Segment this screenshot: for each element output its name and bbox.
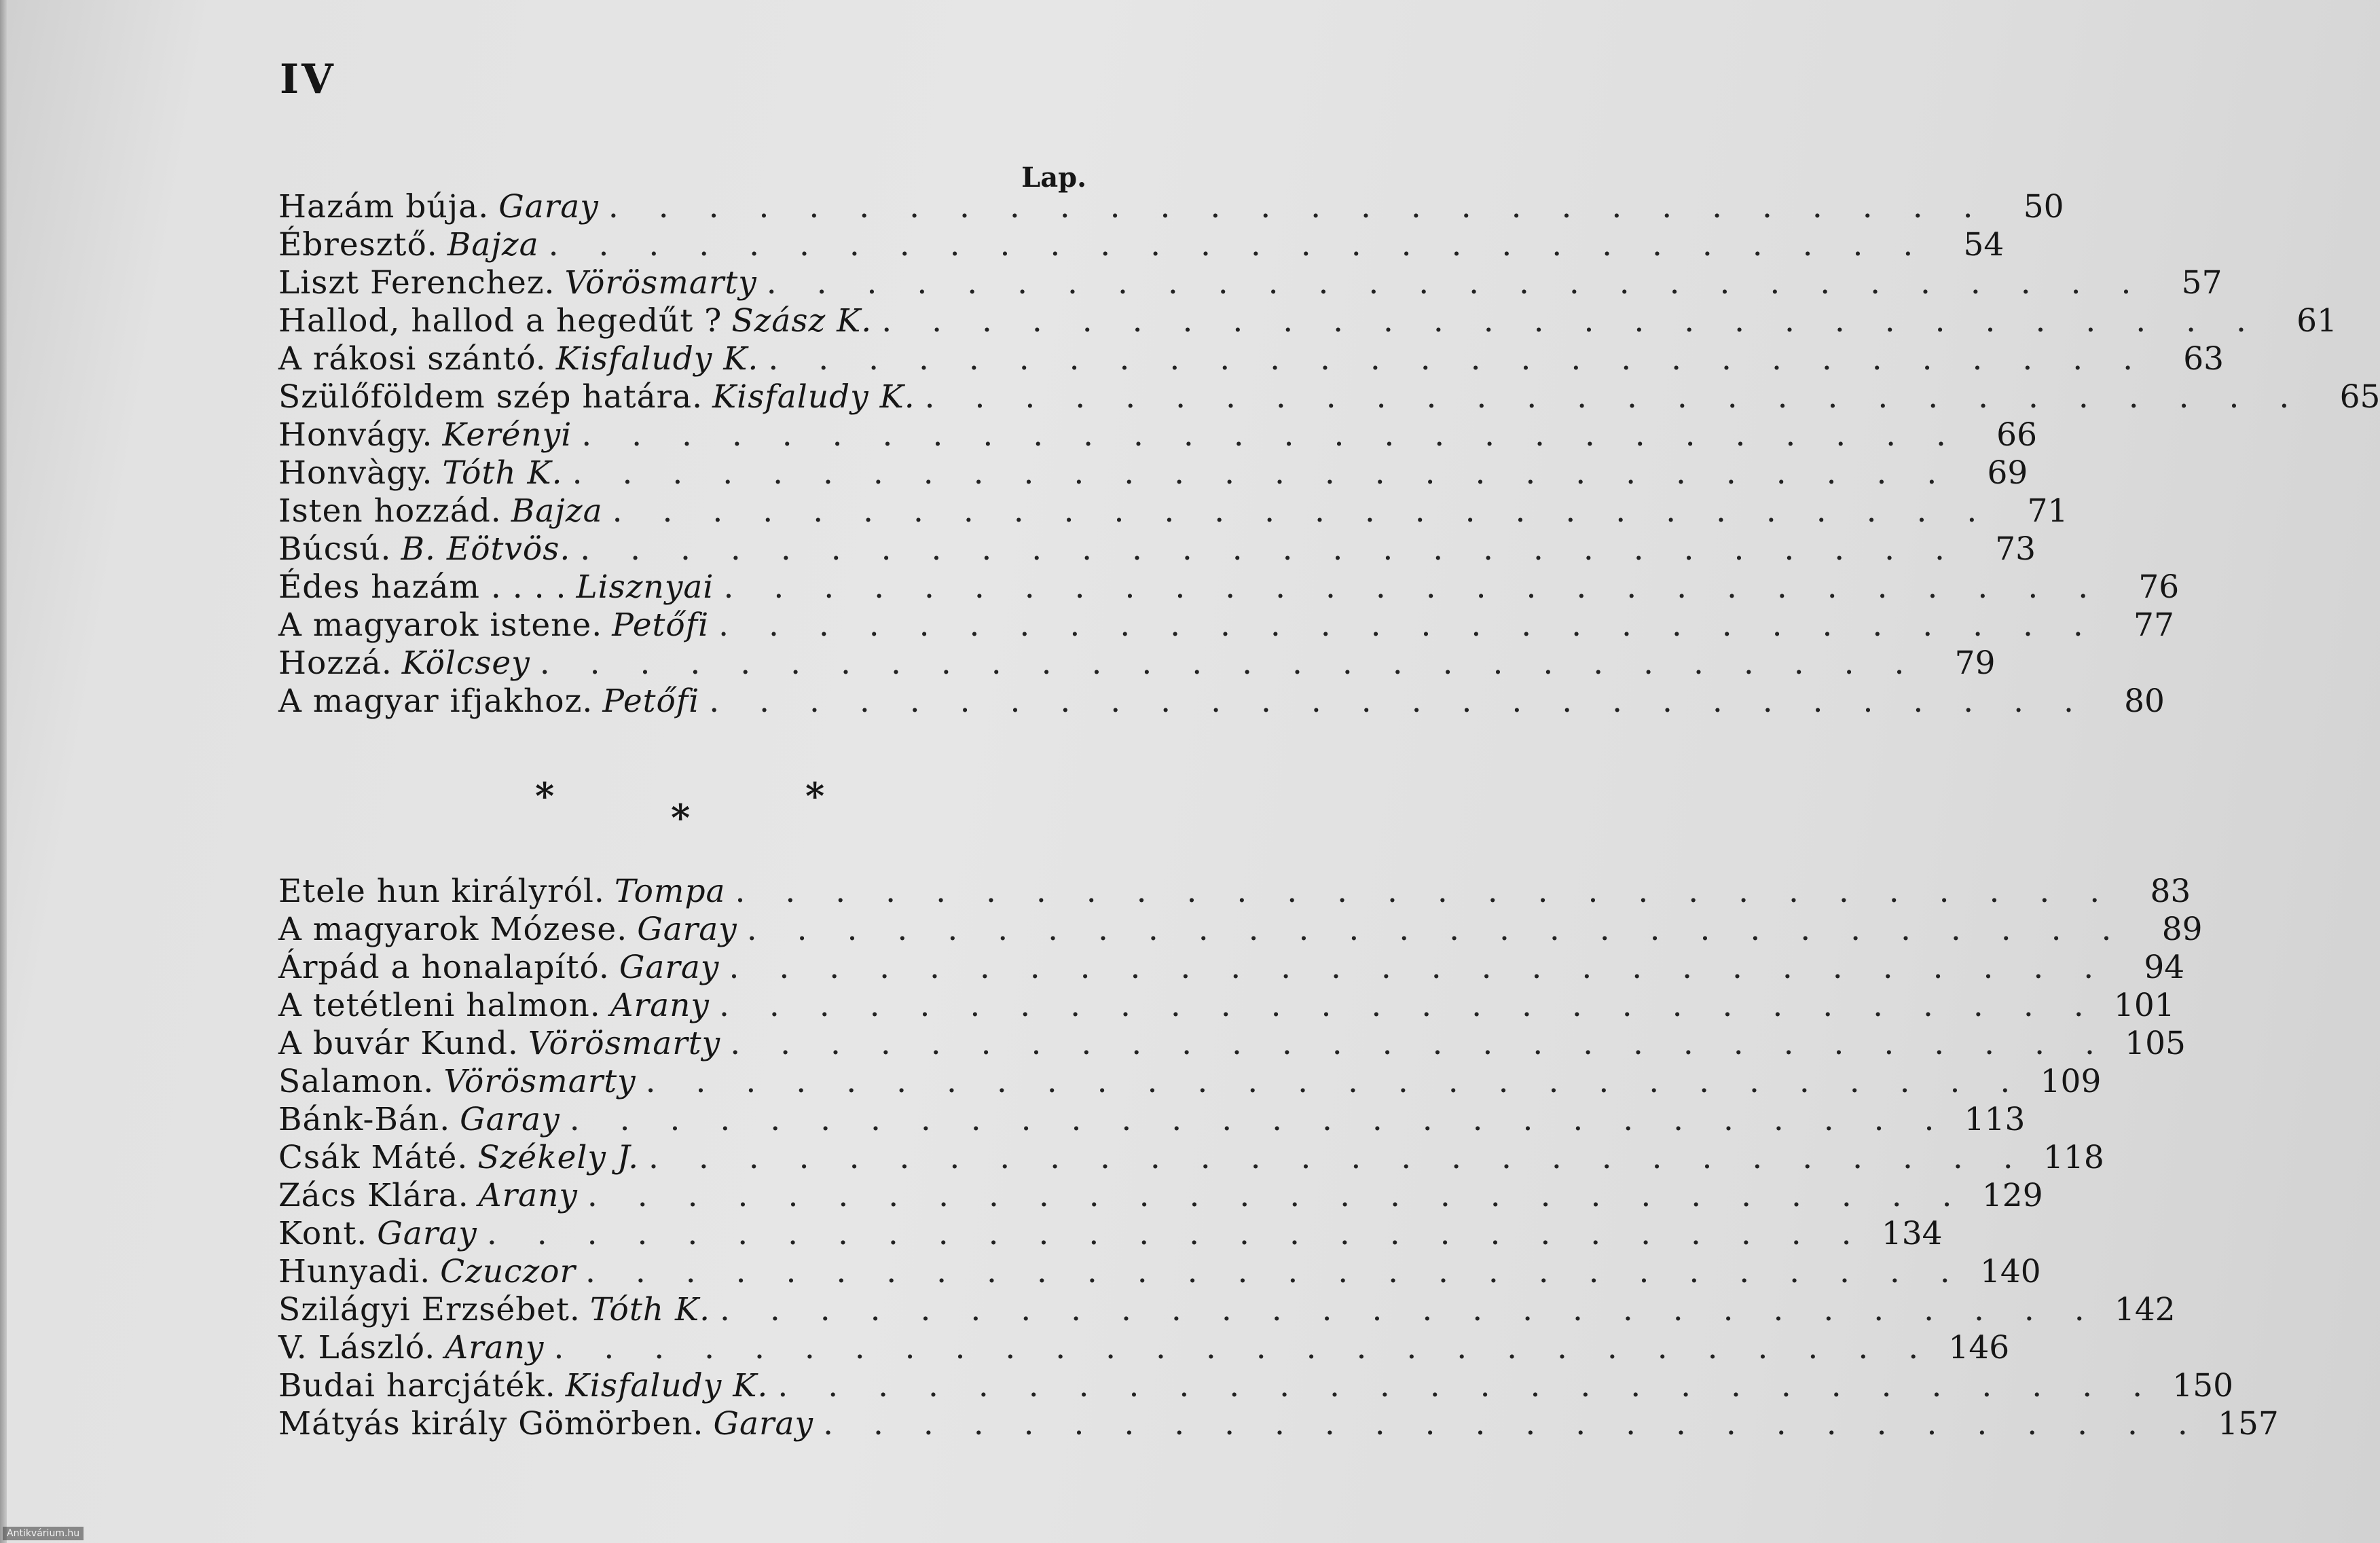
entry-page-number: 83	[2150, 873, 2191, 910]
entry-title: Szülőföldem szép határa.	[278, 378, 703, 416]
entry-title: A rákosi szántó.	[278, 340, 547, 378]
dot-leader: . . . . . . . . . . . . . . . . . . . . . . . . . . . .	[608, 188, 1988, 225]
entry-title: Hozzá.	[278, 645, 392, 682]
entry-title: A magyarok istene.	[278, 606, 603, 644]
dot-leader: . . . . . . . . . . . . . . . . . . . . . . . . . . . .	[548, 226, 1928, 264]
page-binding-shadow	[0, 0, 7, 1543]
entry-page-number: 150	[2172, 1367, 2234, 1404]
entry-author: Arany	[610, 987, 710, 1024]
entry-title: V. László.	[278, 1329, 436, 1366]
dot-leader: . . . . . . . . . . . . . . . . . . . . . . . . . . . .	[581, 416, 1961, 454]
entry-title: Búcsú.	[278, 530, 392, 568]
entry-author: Kerényi	[442, 416, 572, 454]
entry-author: Vörösmarty	[443, 1063, 636, 1100]
toc-entry	[278, 1329, 2010, 1367]
entry-author: Szász K.	[731, 302, 873, 340]
entry-title: Salamon.	[278, 1063, 435, 1100]
entry-page-number: 79	[1954, 645, 1996, 682]
entry-author: Garay	[460, 1101, 560, 1138]
entry-page-number: 63	[2183, 340, 2225, 378]
entry-page-number: 61	[2296, 302, 2337, 340]
entry-title: Mátyás király Gömörben.	[278, 1405, 704, 1442]
toc-entry	[278, 264, 2222, 302]
entry-author: Garay	[637, 911, 737, 948]
toc-entry	[278, 1063, 2102, 1101]
entry-page-number: 69	[1987, 454, 2028, 492]
entry-author: Petőfi	[602, 683, 700, 720]
dot-leader: . . . . . . . . . . . . . . . . . . . . . . . . . . . .	[881, 302, 2261, 340]
toc-entry	[278, 987, 2175, 1025]
entry-author: Kisfaludy K.	[712, 378, 915, 416]
entry-page-number: 129	[1981, 1177, 2043, 1214]
dot-leader: . . . . . . . . . . . . . . . . . . . . . . . . . . . .	[718, 606, 2098, 644]
entry-author: Garay	[377, 1215, 477, 1252]
dot-leader: . . . . . . . . . . . . . . . . . . . . . . . . . . . .	[823, 1405, 2203, 1442]
dot-leader: . . . . . . . . . . . . . . . . . . . . . . . . . . . .	[720, 1291, 2100, 1328]
toc-entry	[278, 302, 2337, 340]
dot-leader: . . . . . . . . . . . . . . . . . . . . . . . . . . . .	[648, 1139, 2028, 1176]
entry-title: Liszt Ferenchez.	[278, 264, 555, 302]
dot-leader: . . . . . . . . . . . . . . . . . . . . . . . . . . . .	[553, 1329, 1934, 1366]
dot-leader: . . . . . . . . . . . . . . . . . . . . . . . . . . . .	[730, 1025, 2110, 1062]
entry-author: Kölcsey	[401, 645, 530, 682]
entry-title: Hazám búja.	[278, 188, 490, 225]
entry-page-number: 140	[1980, 1253, 2041, 1290]
entry-title: A magyarok Mózese.	[278, 911, 628, 948]
entry-author: Bajza	[511, 492, 603, 530]
dot-leader: . . . . . . . . . . . . . . . . . . . . . . . . . . . .	[580, 530, 1960, 568]
entry-author: Tóth K.	[442, 454, 563, 492]
entry-author: Petőfi	[612, 606, 710, 644]
entry-title: Hallod, hallod a hegedűt ?	[278, 302, 722, 340]
dot-leader: . . . . . . . . . . . . . . . . . . . . . . . . . . . .	[746, 911, 2127, 948]
entry-title: Honvágy.	[278, 416, 433, 454]
dot-leader: . . . . . . . . . . . . . . . . . . . . . . . . . . . .	[718, 987, 2099, 1024]
entry-page-number: 57	[2181, 264, 2222, 302]
entry-page-number: 134	[1881, 1215, 1943, 1252]
dot-leader: . . . . . . . . . . . . . . . . . . . . . . . . . . . .	[486, 1215, 1867, 1252]
entry-page-number: 71	[2027, 492, 2068, 530]
page-number: IV	[280, 56, 336, 103]
toc-entry	[278, 1291, 2176, 1329]
entry-title: Bánk-Bán.	[278, 1101, 451, 1138]
toc-entry	[278, 949, 2185, 987]
dot-leader: . . . . . . . . . . . . . . . . . . . . . . . . . . . .	[585, 1253, 1965, 1290]
toc-entry	[278, 1139, 2104, 1177]
entry-title: Szilágyi Erzsébet.	[278, 1291, 581, 1328]
toc-entry	[278, 492, 2068, 530]
dot-leader: . . . . . . . . . . . . . . . . . . . . . . . . . . . .	[924, 378, 2305, 416]
entry-author: Székely J.	[477, 1139, 640, 1176]
dot-leader: . . . . . . . . . . . . . . . . . . . . . . . . . . . .	[569, 1101, 1949, 1138]
entry-title: Hunyadi.	[278, 1253, 431, 1290]
toc-section-historical	[278, 873, 2279, 1443]
separator-star: *	[671, 796, 691, 839]
entry-title: A buvár Kund.	[278, 1025, 519, 1062]
dot-leader: . . . . . . . . . . . . . . . . . . . . . . . . . . . .	[729, 949, 2109, 986]
entry-page-number: 105	[2125, 1025, 2186, 1062]
entry-author: Garay	[713, 1405, 814, 1442]
toc-entry	[278, 1215, 1943, 1253]
entry-author: Lisznyai	[576, 568, 714, 606]
dot-leader: . . . . . . . . . . . . . . . . . . . . . . . . . . . .	[723, 568, 2104, 606]
entry-title: Etele hun királyról.	[278, 873, 605, 910]
entry-author: Tompa	[614, 873, 726, 910]
entry-title: Budai harcjáték.	[278, 1367, 556, 1404]
entry-author: Vörösmarty	[564, 264, 757, 302]
toc-entry	[278, 454, 2028, 492]
entry-author: Kisfaludy K.	[555, 340, 759, 378]
entry-author: Arany	[478, 1177, 578, 1214]
entry-author: Vörösmarty	[528, 1025, 721, 1062]
dot-leader: . . . . . . . . . . . . . . . . . . . . . . . . . . . .	[539, 645, 1920, 682]
toc-entry	[278, 1177, 2043, 1215]
entry-page-number: 77	[2134, 606, 2174, 644]
dot-leader: . . . . . . . . . . . . . . . . . . . . . . . . . . . .	[735, 873, 2115, 910]
toc-entry	[278, 1405, 2279, 1443]
toc-entry	[278, 1025, 2186, 1063]
dot-leader: . . . . . . . . . . . . . . . . . . . . . . . . . . . .	[768, 340, 2148, 378]
entry-author: Kisfaludy K.	[565, 1367, 769, 1404]
entry-page-number: 113	[1964, 1101, 2026, 1138]
entry-title: Honvàgy.	[278, 454, 433, 492]
separator-star: *	[805, 774, 825, 818]
page-column-header: Lap.	[1021, 162, 1086, 194]
entry-author: B. Eötvös.	[401, 530, 571, 568]
dot-leader: . . . . . . . . . . . . . . . . . . . . . . . . . . . .	[612, 492, 1992, 530]
toc-entry	[278, 683, 2165, 721]
entry-page-number: 101	[2113, 987, 2175, 1024]
entry-page-number: 109	[2040, 1063, 2102, 1100]
dot-leader: . . . . . . . . . . . . . . . . . . . . . . . . . . . .	[645, 1063, 2026, 1100]
toc-entry	[278, 645, 1996, 683]
separator-star: *	[535, 774, 555, 818]
entry-page-number: 73	[1995, 530, 2036, 568]
entry-author: Czuczor	[440, 1253, 576, 1290]
toc-entry	[278, 416, 2037, 454]
entry-page-number: 94	[2144, 949, 2185, 986]
entry-page-number: 66	[1996, 416, 2037, 454]
entry-title: Zács Klára.	[278, 1177, 469, 1214]
toc-entry	[278, 1367, 2234, 1405]
entry-page-number: 146	[1948, 1329, 2010, 1366]
entry-title: Kont.	[278, 1215, 368, 1252]
dot-leader: . . . . . . . . . . . . . . . . . . . . . . . . . . . .	[777, 1367, 2158, 1404]
dot-leader: . . . . . . . . . . . . . . . . . . . . . . . . . . . .	[572, 454, 1952, 492]
toc-entry	[278, 873, 2191, 911]
toc-entry	[278, 1253, 2041, 1291]
entry-author: Arany	[445, 1329, 545, 1366]
toc-entry	[278, 530, 2036, 568]
dot-leader: . . . . . . . . . . . . . . . . . . . . . . . . . . . .	[709, 683, 2089, 720]
toc-entry	[278, 568, 2180, 606]
entry-title: Ébresztő.	[278, 226, 438, 264]
entry-page-number: 89	[2161, 911, 2203, 948]
entry-title: A magyar ifjakhoz.	[278, 683, 593, 720]
entry-page-number: 80	[2124, 683, 2165, 720]
toc-entry	[278, 606, 2174, 645]
entry-page-number: 50	[2023, 188, 2064, 225]
entry-page-number: 65	[2339, 378, 2380, 416]
dot-leader: . . . . . . . . . . . . . . . . . . . . . . . . . . . .	[587, 1177, 1967, 1214]
entry-title: A tetétleni halmon.	[278, 987, 601, 1024]
toc-section-patriotic	[278, 188, 2380, 721]
toc-entry	[278, 340, 2225, 378]
toc-entry	[278, 188, 2064, 226]
toc-entry	[278, 1101, 2026, 1139]
entry-page-number: 142	[2114, 1291, 2176, 1328]
toc-entry	[278, 378, 2380, 416]
watermark: Antikvárium.hu	[3, 1527, 84, 1540]
entry-title: Csák Máté.	[278, 1139, 469, 1176]
toc-entry	[278, 911, 2203, 949]
entry-author: Garay	[498, 188, 599, 225]
entry-author: Garay	[619, 949, 720, 986]
entry-author: Tóth K.	[589, 1291, 711, 1328]
entry-page-number: 76	[2138, 568, 2180, 606]
dot-leader: . . . . . . . . . . . . . . . . . . . . . . . . . . . .	[766, 264, 2146, 302]
entry-page-number: 118	[2043, 1139, 2104, 1176]
entry-page-number: 157	[2218, 1405, 2279, 1442]
entry-title: Isten hozzád.	[278, 492, 502, 530]
toc-entry	[278, 226, 2004, 264]
entry-page-number: 54	[1963, 226, 2004, 264]
entry-title: Árpád a honalapító.	[278, 949, 610, 986]
entry-title: Édes hazám . . . .	[278, 568, 567, 606]
entry-author: Bajza	[447, 226, 539, 264]
